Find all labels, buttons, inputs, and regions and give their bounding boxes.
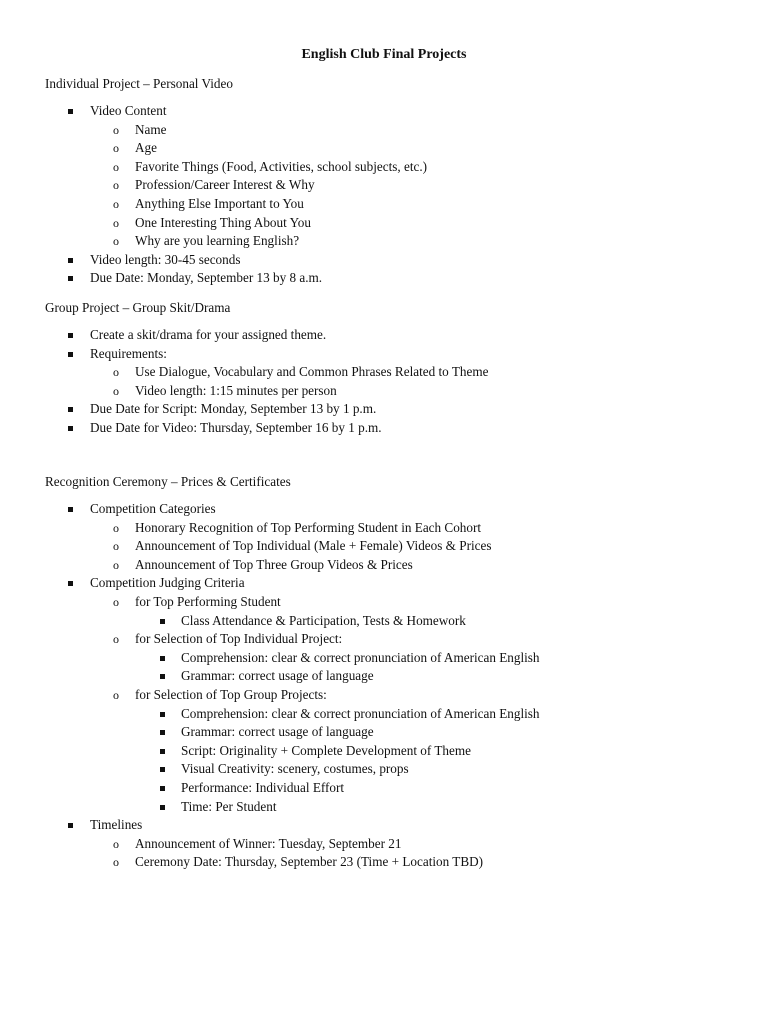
bullet-square-icon: [160, 749, 165, 754]
bullet-square-icon: [68, 258, 73, 263]
bullet-circle-icon: o: [113, 141, 119, 156]
list-item: for Selection of Top Individual Project:: [135, 631, 343, 647]
bullet-square-icon: [160, 712, 165, 717]
list-item: Competition Judging Criteria: [90, 575, 245, 591]
list-item: Visual Creativity: scenery, costumes, props: [181, 761, 409, 777]
list-item: Grammar: correct usage of language: [181, 668, 374, 684]
bullet-square-icon: [68, 823, 73, 828]
bullet-circle-icon: o: [113, 122, 119, 137]
bullet-square-icon: [160, 767, 165, 772]
list-item: Timelines: [90, 817, 143, 833]
list-item: Announcement of Winner: Tuesday, September 21: [135, 835, 402, 851]
bullet-square-icon: [68, 407, 73, 412]
bullet-square-icon: [160, 730, 165, 735]
list-item: Requirements:: [90, 345, 167, 361]
list-item: Grammar: correct usage of language: [181, 724, 374, 740]
bullet-square-icon: [68, 352, 73, 357]
list-item: Comprehension: clear & correct pronunciation of American English: [181, 649, 540, 665]
list-item: Age: [135, 140, 157, 156]
section-heading: Recognition Ceremony – Prices & Certificates: [45, 474, 291, 489]
list-item: Name: [135, 121, 167, 137]
bullet-circle-icon: o: [113, 159, 119, 174]
section-heading: Group Project – Group Skit/Drama: [45, 300, 231, 315]
list-item: Announcement of Top Individual (Male + Female) Videos & Prices: [135, 538, 492, 554]
list-item: Video length: 30-45 seconds: [90, 251, 241, 267]
list-item: Video length: 1:15 minutes per person: [135, 382, 337, 398]
bullet-circle-icon: o: [113, 365, 119, 380]
list-item: Ceremony Date: Thursday, September 23 (Time + Location TBD): [135, 854, 484, 870]
bullet-circle-icon: o: [113, 383, 119, 398]
list-item: One Interesting Thing About You: [135, 214, 311, 230]
bullet-circle-icon: o: [113, 178, 119, 193]
bullet-circle-icon: o: [113, 836, 119, 851]
bullet-circle-icon: o: [113, 688, 119, 702]
bullet-circle-icon: o: [113, 855, 119, 870]
list-item: Comprehension: clear & correct pronunciation of American English: [181, 705, 540, 721]
list-item: Announcement of Top Three Group Videos & Prices: [135, 556, 413, 572]
document-title: English Club Final Projects: [301, 47, 467, 62]
bullet-circle-icon: o: [113, 539, 119, 554]
list-item: Anything Else Important to You: [135, 196, 304, 211]
list-item: Performance: Individual Effort: [181, 780, 345, 795]
list-item: Class Attendance & Participation, Tests & Homework: [181, 612, 466, 628]
bullet-square-icon: [160, 674, 165, 679]
list-item: Honorary Recognition of Top Performing Student in Each Cohort: [135, 519, 482, 535]
bullet-square-icon: [68, 276, 73, 281]
list-item: Video Content: [90, 103, 167, 118]
bullet-circle-icon: o: [113, 197, 119, 211]
bullet-circle-icon: o: [113, 234, 119, 249]
bullet-circle-icon: o: [113, 595, 119, 609]
bullet-square-icon: [160, 805, 165, 810]
list-item: for Selection of Top Group Projects:: [135, 687, 327, 702]
list-item: Due Date for Script: Monday, September 13 by 1 p.m.: [90, 401, 377, 417]
list-item: Script: Originality + Complete Development of Theme: [181, 742, 471, 758]
list-item: Due Date for Video: Thursday, September 16 by 1 p.m.: [90, 420, 382, 435]
bullet-square-icon: [160, 619, 165, 624]
bullet-square-icon: [68, 109, 73, 114]
bullet-circle-icon: o: [113, 215, 119, 230]
bullet-square-icon: [68, 426, 73, 431]
bullet-circle-icon: o: [113, 557, 119, 572]
bullet-square-icon: [160, 656, 165, 661]
list-item: Create a skit/drama for your assigned theme.: [90, 327, 327, 342]
bullet-square-icon: [68, 507, 73, 512]
list-item: Why are you learning English?: [135, 233, 300, 249]
list-item: Favorite Things (Food, Activities, school subjects, etc.): [135, 158, 428, 174]
bullet-circle-icon: o: [113, 520, 119, 535]
list-item: Profession/Career Interest & Why: [135, 177, 315, 193]
bullet-square-icon: [160, 786, 165, 791]
bullet-circle-icon: o: [113, 632, 119, 647]
list-item: for Top Performing Student: [135, 594, 281, 609]
list-item: Time: Per Student: [181, 798, 277, 814]
list-item: Use Dialogue, Vocabulary and Common Phrases Related to Theme: [135, 364, 489, 380]
bullet-square-icon: [68, 333, 73, 338]
bullet-square-icon: [68, 581, 73, 586]
section-heading: Individual Project – Personal Video: [45, 76, 233, 91]
list-item: Due Date: Monday, September 13 by 8 a.m.: [90, 270, 323, 286]
list-item: Competition Categories: [90, 501, 216, 516]
